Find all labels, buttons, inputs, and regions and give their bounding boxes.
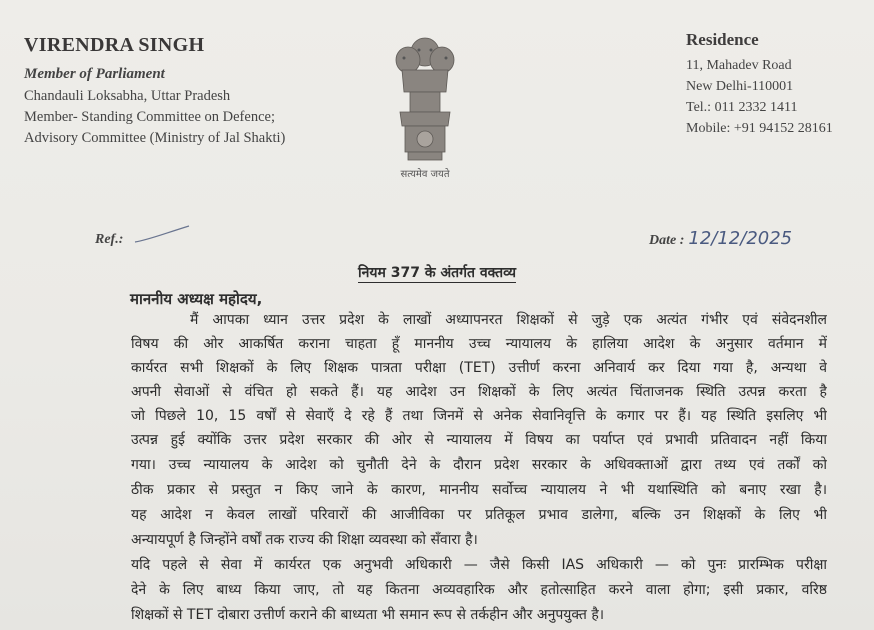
sender-constituency: Chandauli Loksabha, Uttar Pradesh [24, 88, 231, 104]
statement-heading [0, 262, 874, 282]
date-label: Date : [649, 233, 685, 248]
emblem-motto: सत्यमेव जयते [400, 169, 450, 180]
date-value: 12/12/2025 [688, 228, 793, 249]
date-field [649, 228, 792, 249]
statement-heading-text: नियम 377 के अंतर्गत वक्तव्य [357, 265, 517, 281]
residence-mobile: Mobile: +91 94152 28161 [686, 121, 833, 136]
body-line: शिक्षकों से TET दोबारा उत्तीर्ण कराने की बाध्यता भी समान रूप से तर्कहीन और अनुपयुक्त है। [131, 607, 605, 623]
body-line: देने के लिए बाध्य किया जाए, तो यह कितना अव्यवहारिक और हतोत्साहित करने वाला होगा; इसी प्रकार, वरिष्ठ [131, 582, 827, 598]
body-line: यह आदेश न केवल लाखों परिवारों की आजीविका पर प्रतिकूल प्रभाव डालेगा, बल्कि उन शिक्षकों के लिए भी [131, 507, 827, 523]
sender-committee-2: Advisory Committee (Ministry of Jal Shakti) [24, 130, 286, 146]
body-line: गया। उच्च न्यायालय के आदेश को चुनौती देने के दौरान प्रदेश सरकार के अधिवक्ताओं द्वारा तथ्य एवं तर्कों को [131, 457, 827, 473]
ref-label: Ref.: [95, 232, 124, 247]
body-line: उत्पन्न हुई क्योंकि उत्तर प्रदेश सरकार की ओर से न्यायालय में विषय का पर्याप्त एवं प्रभावी प्रतिवादन नहीं किया [131, 432, 827, 448]
body-line: अन्यायपूर्ण है जिन्होंने वर्षों तक राज्य की शिक्षा व्यवस्था को सँवारा है। [131, 532, 478, 548]
salutation: माननीय अध्यक्ष महोदय, [130, 290, 263, 308]
sender-name: VIRENDRA SINGH [24, 34, 205, 56]
body-line: कार्यरत सभी शिक्षकों के लिए शिक्षक पात्रता परीक्षा (TET) उत्तीर्ण करना अनिवार्य कर दिया गया है, अन्यथा वे [131, 360, 827, 376]
body-line: विषय की ओर आकर्षित कराना चाहता हूँ माननीय उच्च न्यायालय के हालिया आदेश के अनुसार वर्तमान में [131, 336, 827, 352]
body-line: अपनी सेवाओं से वंचित हो सकते हैं। यह आदेश उन शिक्षकों के लिए अत्यंत चिंताजनक स्थिति उत्पन्न करता है [131, 384, 827, 400]
residence-address-1: 11, Mahadev Road [686, 58, 792, 73]
residence-address-2: New Delhi-110001 [686, 79, 794, 94]
body-line: ठीक प्रकार से प्रस्तुत न किए जाने के कारण, माननीय सर्वोच्च न्यायालय ने भी यथास्थिति को बनाए रखा है। [131, 482, 827, 498]
residence-title: Residence [686, 30, 759, 49]
sender-block [24, 34, 285, 149]
national-emblem-icon [388, 30, 462, 180]
body-line: मैं आपका ध्यान उत्तर प्रदेश के लाखों अध्यापनरत शिक्षकों से जुड़े एक अत्यंत गंभीर एवं संवेदनशील [190, 312, 827, 328]
ref-scribble-icon [133, 222, 193, 248]
sender-designation: Member of Parliament [24, 66, 165, 82]
sender-committee-1: Member- Standing Committee on Defence; [24, 109, 275, 125]
residence-tel: Tel.: 011 2332 1411 [686, 100, 798, 115]
body-line: यदि पहले से सेवा में कार्यरत एक अनुभवी अधिकारी — जैसे किसी IAS अधिकारी — को पुनः प्रारम्भिक परीक्षा [131, 557, 827, 573]
body-line: जो पिछले 10, 15 वर्षों से सेवाएँ दे रहे हैं तथा जिनमें से अनेक सेवानिवृत्ति के कगार पर हैं। यह स्थिति इसलिए भी [131, 408, 827, 424]
residence-block [686, 30, 833, 139]
